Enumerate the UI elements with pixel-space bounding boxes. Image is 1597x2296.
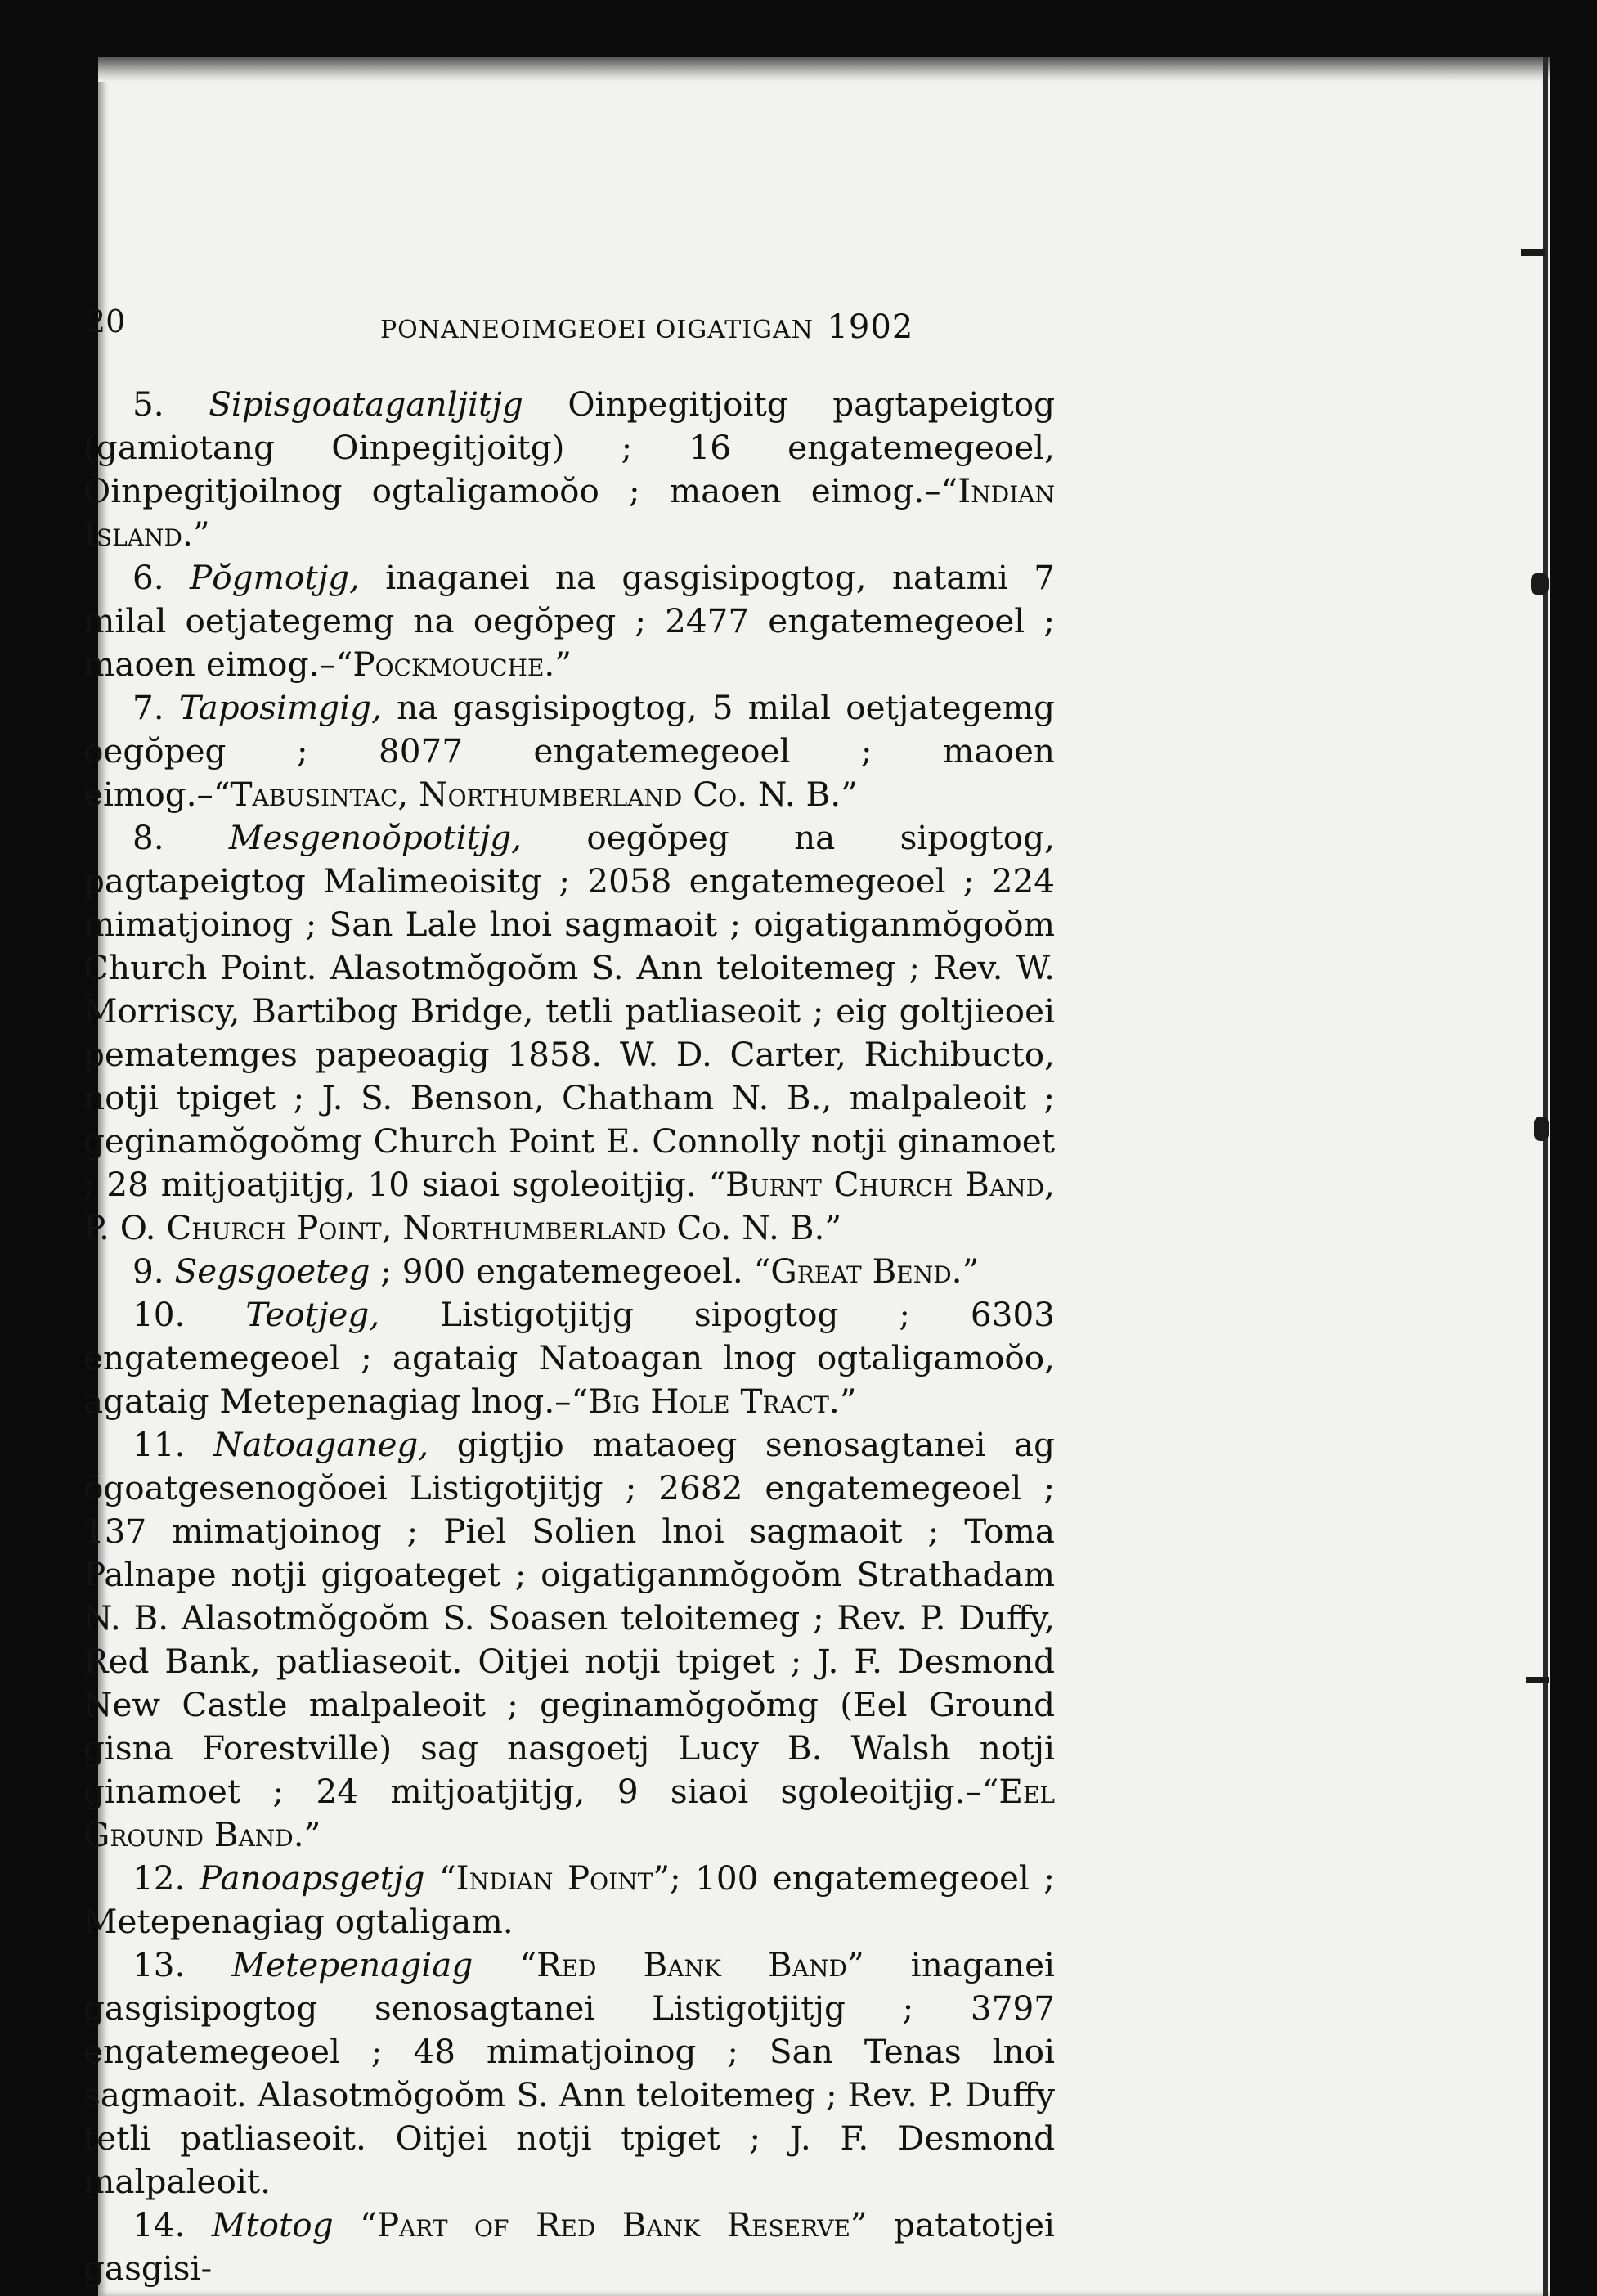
entry-text: “	[333, 2205, 377, 2244]
entry-place: Pockmouche.	[352, 645, 555, 684]
entry-text: “	[473, 1945, 537, 1984]
entry-number: 12.	[132, 1858, 186, 1898]
page-top-shadow	[98, 57, 1550, 82]
entry-tail: ”	[192, 514, 210, 554]
entry-tail: ”	[303, 1815, 321, 1854]
entry-5	[83, 383, 1055, 556]
entry-name: Teotjeg,	[245, 1295, 380, 1334]
entry-text: ; 900 engatemegeoel. “	[370, 1251, 771, 1291]
entry-name: Mesgenoŏpotitjg,	[228, 818, 523, 857]
entry-place: Burnt Church Band, P. O. Church Point, Northumberland Co. N. B.	[83, 1165, 1055, 1247]
entry-text: na gasgisipogtog, 5 milal oetjategemg oegŏpeg ; 8077 engatemegeoel ; maoen eimog.–“	[83, 688, 1055, 814]
entry-name: Natoaganeg,	[213, 1425, 429, 1464]
entry-text: Listigotjitjg sipogtog ; 6303 engatemegeoel ; agataig Natoagan lnog ogtaligamoŏo, agataig Metepenagiag lnog.–“	[83, 1295, 1055, 1421]
entry-name: Panoapsgetjg	[199, 1858, 425, 1898]
entry-number: 6.	[132, 558, 164, 597]
entry-text: oegŏpeg na sipogtog, pagtapeigtog Malimeoisitg ; 2058 engatemegeoel ; 224 mimatjoinog ; San Lale lnoi sagmaoit ; oigatiganmŏgoŏm Church Point. Alasotmŏgoŏm S. Ann teloitemeg ; Rev. W. Morriscy, Bartibog Bridge, tetli patliaseoit ; eig goltjieoei pematemges papeoagig 1858. W. D. Carter, Richibucto, notji tpiget ; J. S. Benson, Chatham N. B., malpaleoit ; geginamŏgoŏmg Church Point E. Connolly notji ginamoet ; 28 mitjoatjitjg, 10 siaoi sgoleoitjig. “	[83, 818, 1055, 1204]
entry-8	[83, 816, 1055, 1250]
entry-place: Indian Island.	[83, 471, 1055, 554]
entry-number: 10.	[132, 1295, 186, 1334]
entry-name: Segsgoeteg	[174, 1251, 370, 1291]
entry-7	[83, 686, 1055, 816]
entry-number: 9.	[132, 1251, 164, 1291]
entry-tail: ” patatotjei gasgisi-	[83, 2205, 1056, 2288]
entry-tail: ”	[824, 1208, 842, 1247]
entry-number: 7.	[132, 688, 164, 727]
edge-tick	[1521, 249, 1545, 256]
entry-text: gigtjio mataoeg senosagtanei ag ŏgoatgesenogŏoei Listigotjitjg ; 2682 engatemegeoel ; 137 mimatjoinog ; Piel Solien lnoi sagmaoit ; Toma Palnape notji gigoateget ; oigatiganmŏgoŏm Strathadam N. B. Alasotmŏgoŏm S. Soasen teloitemeg ; Rev. P. Duffy, Red Bank, patliaseoit. Oitjei notji tpiget ; J. F. Desmond New Castle malpaleoit ; geginamŏgoŏmg (Eel Ground gisna Forestville) sag nasgoetj Lucy B. Walsh notji ginamoet ; 24 mitjoatjitjg, 9 siaoi sgoleoitjig.–“	[83, 1425, 1055, 1811]
entry-tail: ”	[962, 1251, 980, 1291]
page-right-edge	[1543, 57, 1548, 2296]
entry-10	[83, 1293, 1055, 1423]
edge-tick	[1526, 1677, 1549, 1683]
entry-14	[83, 2204, 1055, 2290]
entry-tail: ”	[841, 775, 858, 814]
running-title	[380, 308, 913, 346]
entry-place: Part of Red Bank Reserve	[376, 2205, 850, 2244]
entry-text: “	[424, 1858, 456, 1898]
entry-number: 5.	[132, 384, 164, 424]
entry-13	[83, 1943, 1055, 2204]
running-title-text: PONANEOIMGEOEI OIGATIGAN	[380, 316, 814, 344]
running-title-year: 1902	[827, 308, 914, 346]
entry-place: Tabusintac, Northumberland Co. N. B.	[230, 775, 841, 814]
entry-text: Oinpegitjoitg pagtapeigtog (gamiotang Oinpegitjoitg) ; 16 engatemegeoel, Oinpegitjoilnog ogtaligamoŏo ; maoen eimog.–“	[83, 384, 1056, 510]
entry-name: Mtotog	[211, 2205, 334, 2244]
entry-number: 14.	[132, 2205, 186, 2244]
entry-name: Pŏgmotjg,	[189, 558, 360, 597]
entry-11	[83, 1423, 1055, 1857]
entry-number: 8.	[132, 818, 164, 857]
entry-tail: ”	[554, 645, 572, 684]
entry-tail: ” inaganei gasgisipogtog senosagtanei Listigotjitjg ; 3797 engatemegeoel ; 48 mimatjoinog ; San Tenas lnoi sagmaoit. Alasotmŏgoŏm S. Ann teloitemeg ; Rev. P. Duffy tetli patliaseoit. Oitjei notji tpiget ; J. F. Desmond malpaleoit.	[83, 1945, 1055, 2201]
entry-name: Sipisgoataganljitjg	[209, 384, 523, 424]
entry-place: Great Bend.	[770, 1251, 962, 1291]
entry-list	[83, 383, 1055, 2290]
entry-place: Red Bank Band	[536, 1945, 847, 1984]
entry-text: inaganei na gasgisipogtog, natami 7 milal oetjategemg na oegŏpeg ; 2477 engatemegeoel ; maoen eimog.–“	[83, 558, 1056, 684]
entry-place: Eel Ground Band.	[83, 1772, 1055, 1854]
entry-place: Big Hole Tract.	[588, 1382, 840, 1421]
entry-tail: ”; 100 engatemegeoel ; Metepenagiag ogtaligam.	[83, 1858, 1055, 1941]
entry-number: 11.	[132, 1425, 186, 1464]
entry-number: 13.	[132, 1945, 186, 1984]
entry-9	[83, 1250, 1055, 1293]
running-header	[86, 249, 1055, 346]
entry-place: Indian Point	[455, 1858, 653, 1898]
entry-name: Metepenagiag	[231, 1945, 473, 1984]
edge-tick	[1534, 1117, 1549, 1141]
entry-tail: ”	[839, 1382, 857, 1421]
entry-12	[83, 1857, 1055, 1943]
entry-name: Taposimgig,	[178, 688, 382, 727]
edge-tick	[1531, 573, 1549, 595]
page-number: 20	[86, 303, 126, 339]
entry-6	[83, 556, 1055, 686]
